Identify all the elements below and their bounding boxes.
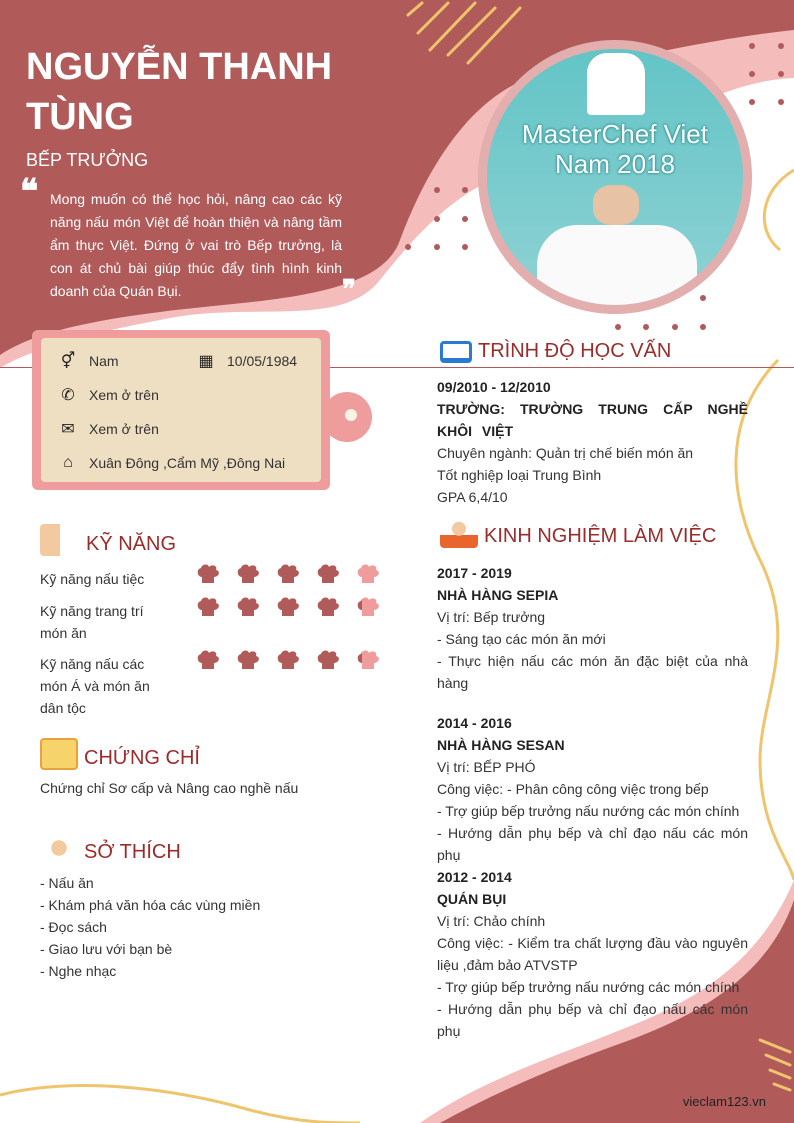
chef-hat-rating-icon	[316, 597, 340, 617]
job-line: - Trợ giúp bếp trưởng nấu nướng các món chính	[437, 803, 740, 819]
education-heading	[440, 340, 671, 363]
chef-hat-rating-icon	[356, 597, 380, 617]
certificates-heading	[40, 738, 200, 770]
gender-value: Nam	[89, 353, 119, 369]
job-period: 2017 - 2019	[437, 565, 512, 581]
education-line: Chuyên ngành: Quản trị chế biến món ăn	[437, 445, 694, 461]
job-company: QUÁN BỤI	[437, 891, 507, 907]
job-entry	[437, 562, 748, 694]
job-entry	[437, 866, 748, 1042]
chef-hat-rating-icon	[236, 597, 260, 617]
education-title: TRÌNH ĐỘ HỌC VẤN	[478, 340, 672, 362]
phone-row	[59, 386, 159, 404]
job-line: - Thực hiện nấu các món ăn đặc biệt của nhà hàng	[437, 653, 748, 691]
chef-hat-rating-icon	[196, 564, 220, 584]
education-school: TRƯỜNG: TRƯỜNG TRUNG CẤP NGHỀ KHÔI VIỆT	[437, 401, 748, 439]
chef-hat	[587, 53, 645, 115]
certificate-icon	[40, 738, 78, 770]
phone-icon: ✆	[61, 387, 75, 404]
photo-caption: MasterChef Viet Nam 2018	[522, 119, 708, 179]
close-quote-icon: ❞	[342, 275, 356, 305]
job-title: BẾP TRƯỞNG	[26, 150, 149, 170]
email-icon: ✉	[61, 421, 75, 438]
job-company: NHÀ HÀNG SESAN	[437, 737, 565, 753]
skills-heading	[40, 524, 176, 556]
edu-laptop-icon	[440, 341, 472, 363]
contact-card	[32, 330, 330, 490]
hobbies-heading	[40, 832, 181, 864]
location-icon: ⌂	[63, 454, 73, 471]
profile-photo	[478, 40, 752, 314]
experience-list	[437, 562, 748, 1042]
job-period: 2014 - 2016	[437, 715, 512, 731]
job-company: NHÀ HÀNG SEPIA	[437, 587, 559, 603]
chef-hat-rating-icon	[236, 564, 260, 584]
job-entry	[437, 712, 748, 866]
career-objective: Mong muốn có thể học hỏi, nâng cao các kỹ năng nấu món Việt để hoàn thiện và nâng tầm ẩm thực Việt. Đứng ở vai trò Bếp trưởng, là con át chủ bài giúp thúc đẩy tình hình kinh doanh của Quán Bụi.	[50, 191, 342, 299]
birthday-row	[197, 352, 297, 370]
hobby-item: - Khám phá văn hóa các vùng miền	[40, 897, 261, 913]
certificates-title: CHỨNG CHỈ	[84, 747, 200, 769]
open-quote-icon: ❝	[20, 172, 39, 212]
chef-hat-rating-icon	[316, 650, 340, 670]
certificate-item: Chứng chỉ Sơ cấp và Nâng cao nghề nấu	[40, 780, 299, 796]
chef-hat-rating-icon	[356, 650, 380, 670]
job-line: Công việc: - Phân công công việc trong bếp	[437, 781, 709, 797]
chef-hat-rating-icon	[236, 650, 260, 670]
board-hole	[345, 409, 357, 421]
birthday-value: 10/05/1984	[227, 353, 298, 369]
chef-hat-rating-icon	[196, 597, 220, 617]
job-line: Vị trí: Bếp trưởng	[437, 609, 546, 625]
email-row	[59, 420, 159, 438]
education-line: Tốt nghiệp loại Trung Bình	[437, 467, 602, 483]
job-period: 2012 - 2014	[437, 869, 512, 885]
hobbies-title: SỞ THÍCH	[84, 841, 181, 863]
phone-value: Xem ở trên	[89, 387, 159, 403]
job-line: - Hướng dẫn phụ bếp và chỉ đạo nấu các món phụ	[437, 1001, 748, 1039]
chef-hat-rating-icon	[316, 564, 340, 584]
calendar-icon: ▦	[198, 353, 214, 370]
skill-rating	[196, 564, 380, 584]
job-line: Vị trí: Chảo chính	[437, 913, 546, 929]
email-value: Xem ở trên	[89, 421, 159, 437]
chef-jacket	[537, 225, 697, 305]
skill-label: Kỹ năng trang trí món ăn	[40, 603, 144, 641]
chef-hat-rating-icon	[276, 650, 300, 670]
job-line: Vị trí: BẾP PHÓ	[437, 759, 536, 775]
gender-row	[59, 352, 119, 370]
candidate-name: NGUYỄN THANH TÙNG	[26, 46, 333, 138]
skills-icon	[40, 524, 80, 556]
education-entry	[437, 376, 748, 508]
skill-label: Kỹ năng nấu các món Á và món ăn dân tộc	[40, 656, 150, 716]
hobby-item: - Nấu ăn	[40, 875, 94, 891]
address-value: Xuân Đông ,Cẩm Mỹ ,Đông Nai	[89, 455, 286, 471]
job-line: - Sáng tạo các món ăn mới	[437, 631, 606, 647]
skill-rating	[196, 650, 380, 670]
skill-rating	[196, 597, 380, 617]
job-line: - Hướng dẫn phụ bếp và chỉ đạo nấu các món phụ	[437, 825, 748, 863]
experience-heading	[440, 516, 716, 548]
job-line: - Trợ giúp bếp trưởng nấu nướng các món chính	[437, 979, 740, 995]
skill-label: Kỹ năng nấu tiệc	[40, 571, 145, 587]
hobby-item: - Giao lưu với bạn bè	[40, 941, 173, 957]
chef-hat-rating-icon	[196, 650, 220, 670]
gender-icon: ⚥	[60, 353, 76, 370]
education-line: GPA 6,4/10	[437, 489, 508, 505]
chef-cooking-icon	[440, 516, 478, 548]
hobby-item: - Nghe nhạc	[40, 963, 117, 979]
hobby-item: - Đọc sách	[40, 919, 107, 935]
chef-hat-rating-icon	[356, 564, 380, 584]
skills-title: KỸ NĂNG	[86, 533, 177, 555]
hobbies-icon	[40, 832, 78, 864]
job-line: Công việc: - Kiểm tra chất lượng đầu vào nguyên liệu ,đảm bảo ATVSTP	[437, 935, 748, 973]
chef-face	[593, 185, 639, 225]
experience-title: KINH NGHIỆM LÀM VIỆC	[484, 525, 717, 547]
chef-hat-rating-icon	[276, 597, 300, 617]
education-period: 09/2010 - 12/2010	[437, 379, 551, 395]
chef-hat-rating-icon	[276, 564, 300, 584]
address-row	[59, 454, 285, 472]
footer-brand: vieclam123.vn	[682, 1094, 766, 1109]
hobbies-list	[40, 872, 260, 982]
